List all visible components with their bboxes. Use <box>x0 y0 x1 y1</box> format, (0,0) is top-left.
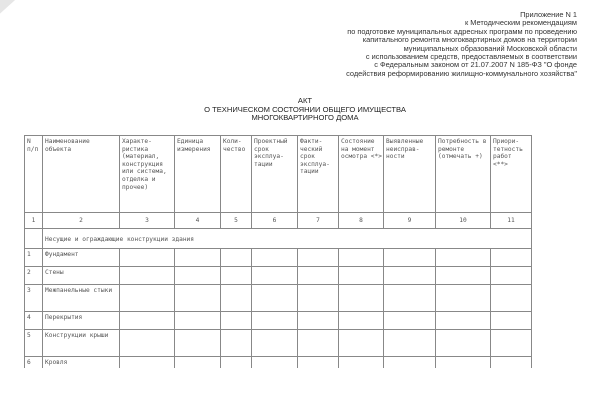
section-number-cell <box>25 229 43 249</box>
section-title: Несущие и ограждающие конструкции здания <box>43 229 532 249</box>
header-cell: Факти- ческий срок эксплуа- тации <box>298 136 339 213</box>
column-number: 4 <box>175 213 221 229</box>
header-cell: Потребность в ремонте (отмечать +) <box>436 136 491 213</box>
column-number: 2 <box>43 213 120 229</box>
column-number: 8 <box>339 213 384 229</box>
appendix-line: капитального ремонта многоквартирных домов на территории <box>362 35 577 45</box>
header-row <box>25 136 532 213</box>
watermark-band <box>0 0 138 36</box>
header-cell: Наименование объекта <box>43 136 120 213</box>
header-cell: Коли- чество <box>221 136 252 213</box>
watermark-text: NoNumber.ru <box>6 13 66 69</box>
row-name: Стены <box>43 267 120 285</box>
row-name: Фундамент <box>43 249 120 267</box>
page-crop-mask <box>0 368 600 420</box>
row-number: 6 <box>25 357 43 384</box>
header-cell: Проектный срок эксплуа- тации <box>252 136 298 213</box>
appendix-line: по подготовке муниципальных адресных программ по проведению <box>347 26 577 36</box>
table-row <box>25 330 532 357</box>
header-cell: Выявленные неисправ- ности <box>384 136 436 213</box>
row-number: 1 <box>25 249 43 267</box>
document-title <box>0 97 600 123</box>
row-name: Межпанельные стыки <box>43 285 120 312</box>
appendix-note <box>346 11 577 78</box>
appendix-line: содействия реформированию жилищно-коммунального хозяйства" <box>346 68 577 78</box>
column-number: 5 <box>221 213 252 229</box>
title-line: МНОГОКВАРТИРНОГО ДОМА <box>251 113 359 123</box>
table-row <box>25 267 532 285</box>
table-row <box>25 249 532 267</box>
row-name: Конструкции крыши <box>43 330 120 357</box>
header-cell: Единица измерения <box>175 136 221 213</box>
section-row <box>25 229 532 249</box>
column-number: 10 <box>436 213 491 229</box>
column-number: 6 <box>252 213 298 229</box>
column-number: 3 <box>120 213 175 229</box>
title-line: АКТ <box>297 96 313 105</box>
appendix-line: с Федеральным законом от 21.07.2007 N 185-ФЗ "О фонде <box>374 60 577 70</box>
row-number: 3 <box>25 285 43 312</box>
column-number: 1 <box>25 213 43 229</box>
row-number: 2 <box>25 267 43 285</box>
header-cell: Характе- ристика (материал, конструкция или система, отделка и прочее) <box>120 136 175 213</box>
appendix-line: Приложение N 1 <box>520 10 577 19</box>
table-row <box>25 312 532 330</box>
row-name: Перекрытия <box>43 312 120 330</box>
column-number: 7 <box>298 213 339 229</box>
row-number: 4 <box>25 312 43 330</box>
header-cell: Приори- тетность работ <**> <box>491 136 532 213</box>
column-number: 11 <box>491 213 532 229</box>
title-line: О ТЕХНИЧЕСКОМ СОСТОЯНИИ ОБЩЕГО ИМУЩЕСТВА <box>204 104 406 114</box>
column-number-row <box>25 213 532 229</box>
header-cell: Состояние на момент осмотра <*> <box>339 136 384 213</box>
appendix-line: к Методическим рекомендациям <box>464 18 577 28</box>
column-number: 9 <box>384 213 436 229</box>
table-row <box>25 285 532 312</box>
inspection-table <box>24 135 532 384</box>
appendix-line: с использованием средств, предоставляемых в соответствии <box>365 52 577 62</box>
appendix-line: муниципальных образований Московской области <box>403 43 577 53</box>
row-name: Кровля <box>43 357 120 384</box>
row-number: 5 <box>25 330 43 357</box>
header-cell: N п/п <box>25 136 43 213</box>
